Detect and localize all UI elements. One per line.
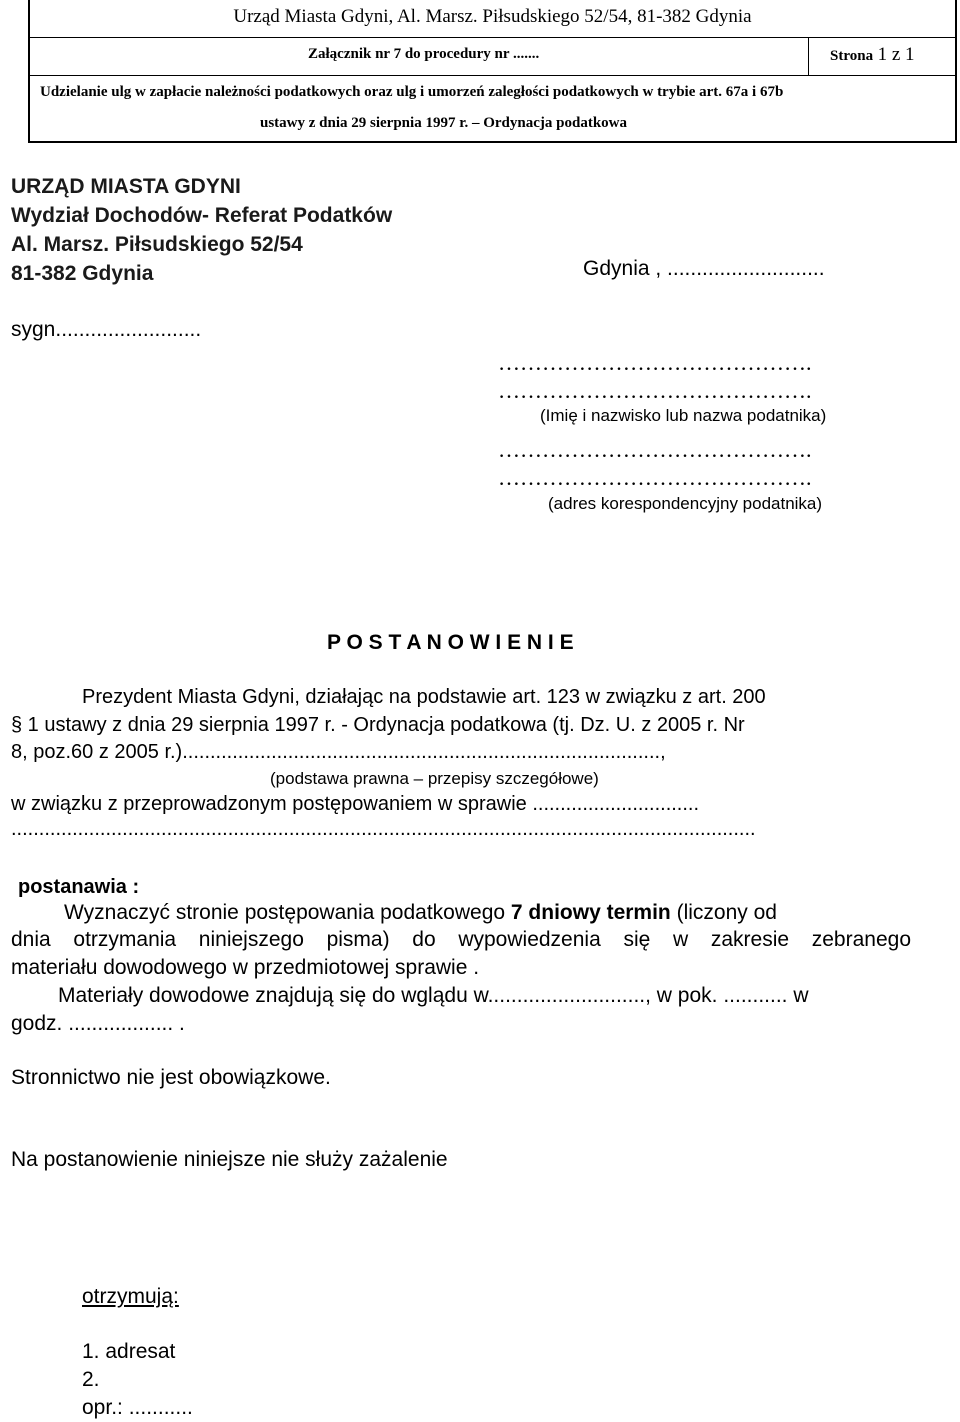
- list-item: 1. adresat: [82, 1340, 176, 1363]
- list-item: opr.: ...........: [82, 1396, 193, 1419]
- recipient-address-dots: …………………………………….: [498, 437, 812, 462]
- legal-basis-line1: Prezydent Miasta Gdyni, działając na podstawie art. 123 w związku z art. 200: [82, 686, 766, 708]
- decision-text: Wyznaczyć stronie postępowania podatkowego: [64, 901, 511, 924]
- decision-paragraph1-line2: dnia otrzymania niniejszego pisma) do wypowiedzenia się w zakresie zebranego: [11, 928, 911, 951]
- case-subject-dots: ......................................................................................................................................: [11, 818, 756, 840]
- reference-number: sygn.........................: [11, 318, 202, 341]
- representation-note: Stronnictwo nie jest obowiązkowe.: [11, 1066, 331, 1089]
- recipients-list: [82, 1338, 193, 1422]
- recipient-name-dots: …………………………………….: [498, 350, 812, 375]
- deadline-emphasis: 7 dniowy termin: [510, 901, 671, 924]
- sender-street: Al. Marsz. Piłsudskiego 52/54: [11, 233, 303, 256]
- recipient-address-dots: …………………………………….: [498, 465, 812, 490]
- decision-paragraph2-line2: godz. .................. .: [11, 1012, 185, 1035]
- legal-basis-line3: 8, poz.60 z 2005 r.)......................................................................................,: [11, 741, 666, 763]
- header-divider: [30, 37, 955, 38]
- list-item: 2.: [82, 1368, 100, 1391]
- date-place: Gdynia , ...........................: [583, 257, 825, 280]
- decision-paragraph1-line3: materiału dowodowego w przedmiotowej sprawie .: [11, 956, 480, 979]
- recipient-name-caption: (Imię i nazwisko lub nazwa podatnika): [540, 406, 827, 425]
- document-title: P O S T A N O W I E N I E: [327, 631, 574, 654]
- procedure-subject-line2: ustawy z dnia 29 sierpnia 1997 r. – Ordynacja podatkowa: [260, 115, 627, 131]
- appeal-note: Na postanowienie niniejsze nie służy zażalenie: [11, 1148, 448, 1171]
- legal-basis-line2: § 1 ustawy z dnia 29 sierpnia 1997 r. - Ordynacja podatkowa (tj. Dz. U. z 2005 r. Nr: [11, 714, 745, 736]
- page-indicator: [830, 44, 915, 66]
- page-label: Strona: [830, 48, 874, 64]
- decision-paragraph2-line1: Materiały dowodowe znajdują się do wglądu w..........................., w pok. ........... w: [58, 984, 809, 1007]
- decision-heading: postanawia :: [18, 876, 140, 898]
- document-header: [28, 0, 957, 143]
- recipient-address-caption: (adres korespondencyjny podatnika): [548, 494, 823, 513]
- legal-basis-caption: (podstawa prawna – przepisy szczegółowe): [270, 769, 599, 788]
- sender-office: URZĄD MIASTA GDYNI: [11, 175, 241, 198]
- decision-paragraph1-line1: [64, 901, 910, 925]
- page-number: 1 z 1: [877, 44, 915, 65]
- attachment-label: Załącznik nr 7 do procedury nr .......: [308, 46, 540, 62]
- decision-text: (liczony od: [670, 901, 777, 924]
- sender-city: 81-382 Gdynia: [11, 262, 154, 285]
- header-column-divider: [808, 38, 809, 75]
- sender-department: Wydział Dochodów- Referat Podatków: [11, 204, 393, 227]
- office-address-line: Urząd Miasta Gdyni, Al. Marsz. Piłsudskiego 52/54, 81-382 Gdynia: [233, 6, 752, 27]
- sender-block: [11, 172, 392, 288]
- case-subject-line: w związku z przeprowadzonym postępowaniem w sprawie ..............................: [11, 793, 700, 815]
- procedure-subject-line1: Udzielanie ulg w zapłacie należności podatkowych oraz ulg i umorzeń zaległości podatkowych w trybie art. 67a i 67b: [40, 84, 784, 100]
- recipient-name-dots: …………………………………….: [498, 378, 812, 403]
- recipients-heading: otrzymują:: [82, 1285, 179, 1308]
- header-divider: [30, 75, 955, 76]
